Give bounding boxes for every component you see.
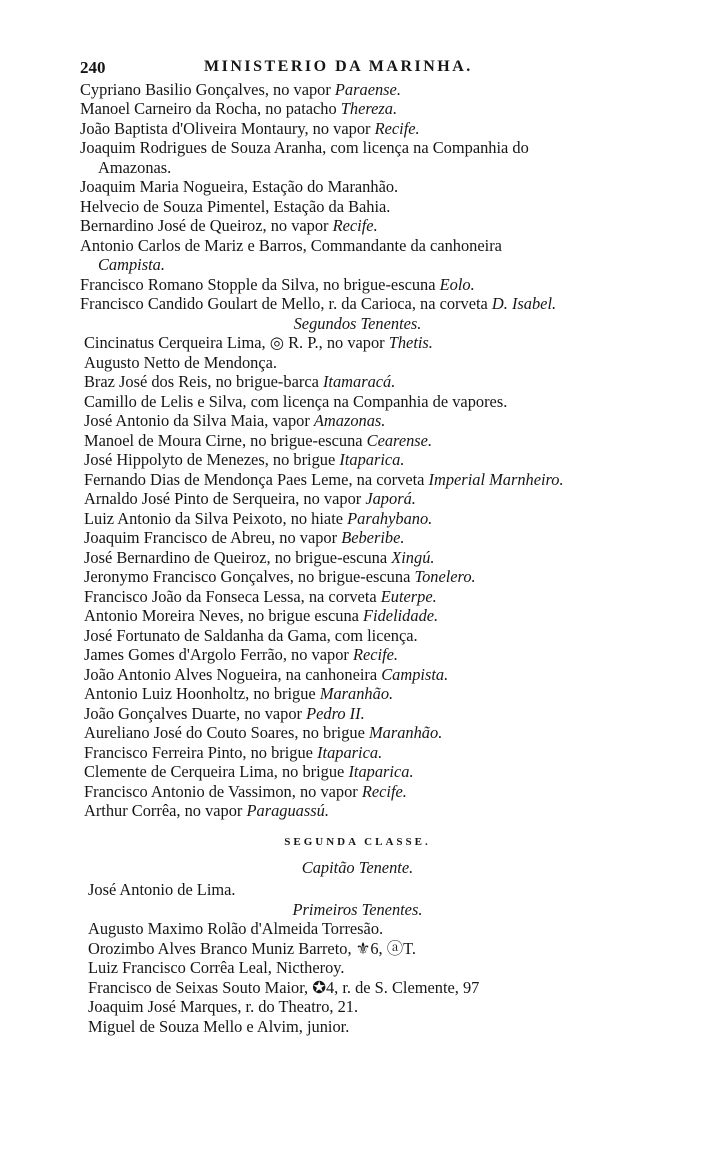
roster-entry: Manoel Carneiro da Rocha, no patacho Thereza. bbox=[80, 99, 398, 118]
roster-entry-continuation: Amazonas. bbox=[98, 158, 172, 177]
roster-entry: Francisco Candido Goulart de Mello, r. da Carioca, na corveta D. Isabel. bbox=[80, 294, 557, 313]
roster-entry: Manoel de Moura Cirne, no brigue-escuna Cearense. bbox=[84, 431, 433, 450]
page-header bbox=[0, 58, 715, 80]
roster-entry: Aureliano José do Couto Soares, no brigue Maranhão. bbox=[84, 723, 443, 742]
roster-entry: José Antonio da Silva Maia, vapor Amazonas. bbox=[84, 411, 386, 430]
roster-entry: Francisco Ferreira Pinto, no brigue Itaparica. bbox=[84, 743, 383, 762]
roster-entry: Arthur Corrêa, no vapor Paraguassú. bbox=[84, 801, 329, 820]
roster-entry: Antonio Luiz Hoonholtz, no brigue Maranhão. bbox=[84, 684, 394, 703]
roster-entry: Camillo de Lelis e Silva, com licença na Companhia de vapores. bbox=[84, 392, 508, 411]
roster-entry: Francisco Antonio de Vassimon, no vapor Recife. bbox=[84, 782, 407, 801]
roster-entry: Augusto Maximo Rolão d'Almeida Torresão. bbox=[88, 919, 384, 938]
roster-entry: Antonio Moreira Neves, no brigue escuna Fidelidade. bbox=[84, 606, 439, 625]
roster-entry: Joaquim Francisco de Abreu, no vapor Beberibe. bbox=[84, 528, 405, 547]
roster-entry: Luiz Francisco Corrêa Leal, Nictheroy. bbox=[88, 958, 345, 977]
roster-entry: Miguel de Souza Mello e Alvim, junior. bbox=[88, 1017, 350, 1036]
page-number: 240 bbox=[80, 58, 106, 77]
roster-entry: Luiz Antonio da Silva Peixoto, no hiate Parahybano. bbox=[84, 509, 433, 528]
roster-entry: Clemente de Cerqueira Lima, no brigue Itaparica. bbox=[84, 762, 414, 781]
class-heading: SEGUNDA CLASSE. bbox=[284, 836, 431, 848]
section-heading: Segundos Tenentes. bbox=[293, 314, 422, 333]
roster-entry: James Gomes d'Argolo Ferrão, no vapor Recife. bbox=[84, 645, 398, 664]
roster-entry: Joaquim José Marques, r. do Theatro, 21. bbox=[88, 997, 359, 1016]
roster-entry: João Gonçalves Duarte, no vapor Pedro II. bbox=[84, 704, 365, 723]
roster-entry: Jeronymo Francisco Gonçalves, no brigue-escuna Tonelero. bbox=[84, 567, 476, 586]
roster-entry: Francisco Romano Stopple da Silva, no brigue-escuna Eolo. bbox=[80, 275, 475, 294]
running-title: MINISTERIO DA MARINHA. bbox=[204, 58, 473, 75]
roster-entry: Helvecio de Souza Pimentel, Estação da Bahia. bbox=[80, 197, 391, 216]
roster-entry: José Fortunato de Saldanha da Gama, com licença. bbox=[84, 626, 418, 645]
roster-entry: José Bernardino de Queiroz, no brigue-escuna Xingú. bbox=[84, 548, 435, 567]
roster-entry: Francisco de Seixas Souto Maior, ✪4, r. de S. Clemente, 97 bbox=[88, 978, 480, 997]
roster-entry: Augusto Netto de Mendonça. bbox=[84, 353, 278, 372]
section-heading: Primeiros Tenentes. bbox=[292, 900, 423, 919]
roster-entry: Orozimbo Alves Branco Muniz Barreto, ⚜6, ⓐT. bbox=[88, 939, 417, 958]
roster-entry: Arnaldo José Pinto de Serqueira, no vapor Japorá. bbox=[84, 489, 416, 508]
section-heading: Capitão Tenente. bbox=[301, 858, 414, 877]
roster-entry: Braz José dos Reis, no brigue-barca Itamaracá. bbox=[84, 372, 396, 391]
roster-entry-continuation: Campista. bbox=[98, 255, 165, 274]
roster-entry: João Antonio Alves Nogueira, na canhoneira Campista. bbox=[84, 665, 449, 684]
roster-entry: Cincinatus Cerqueira Lima, ◎ R. P., no vapor Thetis. bbox=[84, 333, 433, 352]
roster-entry: Francisco João da Fonseca Lessa, na corveta Euterpe. bbox=[84, 587, 437, 606]
roster-entry: Fernando Dias de Mendonça Paes Leme, na corveta Imperial Marnheiro. bbox=[84, 470, 564, 489]
roster-entry: João Baptista d'Oliveira Montaury, no vapor Recife. bbox=[80, 119, 420, 138]
roster-entry: Antonio Carlos de Mariz e Barros, Commandante da canhoneira bbox=[80, 236, 502, 255]
roster-entry: José Hippolyto de Menezes, no brigue Itaparica. bbox=[84, 450, 405, 469]
roster-entry: Cypriano Basilio Gonçalves, no vapor Paraense. bbox=[80, 80, 401, 99]
roster-entry: Joaquim Maria Nogueira, Estação do Maranhão. bbox=[80, 177, 399, 196]
roster-entry: Bernardino José de Queiroz, no vapor Recife. bbox=[80, 216, 378, 235]
roster-entry: Joaquim Rodrigues de Souza Aranha, com licença na Companhia do bbox=[80, 138, 529, 157]
roster-entry: José Antonio de Lima. bbox=[88, 880, 236, 899]
